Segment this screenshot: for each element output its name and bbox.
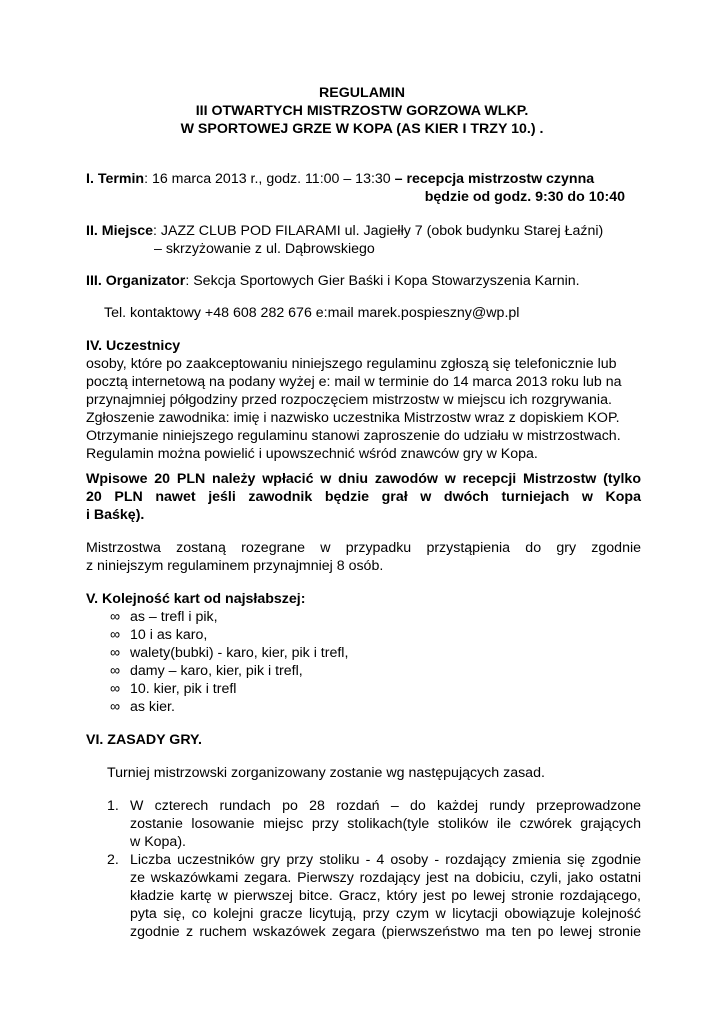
termin-label: I. Termin xyxy=(86,171,145,187)
uczestnicy-line: przynajmniej półgodziny przed rozpoczęciem mistrzostw w miejscu ich rozgrywania. xyxy=(86,392,612,408)
rule-number: 2. xyxy=(107,852,119,868)
miejsce-label: II. Miejsce xyxy=(86,223,154,239)
organizator-line xyxy=(86,272,580,290)
infinity-bullet-icon: ∞ xyxy=(109,609,121,625)
infinity-bullet-icon: ∞ xyxy=(109,699,121,715)
uczestnicy-line: osoby, które po zaakceptowaniu niniejszego regulaminu zgłoszą się telefonicznie lub xyxy=(86,356,617,372)
rule-line: zgodnie z ruchem wskazówek zegara (pierwszeństwo ma ten po lewej stronie xyxy=(130,924,641,940)
rule-line: ze wskazówkami zegara. Pierwszy rozdający jest na dobiciu, czyli, jako ostatni xyxy=(130,870,641,886)
title-line-1: REGULAMIN xyxy=(319,85,405,101)
rule-line: kładzie kartę w pierwszej bitce. Gracz, który jest po lewej stronie rozdającego, xyxy=(130,888,641,904)
uczestnicy-line: Zgłoszenie zawodnika: imię i nazwisko uczestnika Mistrzostw wraz z dopiskiem KOP. xyxy=(86,410,620,426)
infinity-bullet-icon: ∞ xyxy=(109,681,121,697)
card-order-item: as – trefl i pik, xyxy=(130,609,218,625)
organizator-text: : Sekcja Sportowych Gier Baśki i Kopa Stowarzyszenia Karnin. xyxy=(185,273,580,289)
miejsce-line xyxy=(86,222,603,240)
rule-line: zostanie losowanie miejsc przy stolikach(tyle stolików ile czwórek grających xyxy=(130,816,641,832)
rule-line: w Kopa). xyxy=(130,834,186,850)
mistrzostwa-line-2: z niniejszym regulaminem przynajmniej 8 osób. xyxy=(86,558,384,574)
rule-line: Liczba uczestników gry przy stoliku - 4 osoby - rozdający zmienia się zgodnie xyxy=(130,852,641,868)
termin-text: : 16 marca 2013 r., godz. 11:00 – 13:30 xyxy=(144,171,391,187)
card-order-item: damy – karo, kier, pik i trefl, xyxy=(130,663,303,679)
zasady-intro: Turniej mistrzowski zorganizowany zostanie wg następujących zasad. xyxy=(107,765,545,781)
infinity-bullet-icon: ∞ xyxy=(109,627,121,643)
zasady-heading: VI. ZASADY GRY. xyxy=(86,732,202,748)
card-order-item: 10 i as karo, xyxy=(130,627,208,643)
organizator-label: III. Organizator xyxy=(86,273,186,289)
termin-bold-1: – recepcja mistrzostw czynna xyxy=(390,171,595,187)
card-order-item: 10. kier, pik i trefl xyxy=(130,681,237,697)
wpisowe-line-2: 20 PLN nawet jeśli zawodnik będzie grał w dwóch turniejach w Kopa xyxy=(86,489,641,505)
uczestnicy-line: Regulamin można powielić i upowszechnić wśród znawców gry w Kopa. xyxy=(86,446,538,462)
title-line-3: W SPORTOWEJ GRZE W KOPA (AS KIER I TRZY 10.) . xyxy=(180,121,544,137)
kolejnosc-heading: V. Kolejność kart od najsłabszej: xyxy=(86,591,306,607)
uczestnicy-line: Otrzymanie niniejszego regulaminu stanowi zaproszenie do udziału w mistrzostwach. xyxy=(86,428,621,444)
rule-number: 1. xyxy=(107,798,119,814)
title-line-2: III OTWARTYCH MISTRZOSTW GORZOWA WLKP. xyxy=(195,103,529,119)
termin-bold-2: będzie od godz. 9:30 do 10:40 xyxy=(424,189,625,205)
infinity-bullet-icon: ∞ xyxy=(109,663,121,679)
miejsce-text-2: – skrzyżowanie z ul. Dąbrowskiego xyxy=(154,241,375,257)
uczestnicy-line: pocztą internetową na podany wyżej e: mail w terminie do 14 marca 2013 roku lub na xyxy=(86,374,622,390)
contact-line: Tel. kontaktowy +48 608 282 676 e:mail marek.pospieszny@wp.pl xyxy=(104,305,520,321)
wpisowe-line-1: Wpisowe 20 PLN należy wpłacić w dniu zawodów w recepcji Mistrzostw (tylko xyxy=(86,471,641,487)
miejsce-text-1: : JAZZ CLUB POD FILARAMI ul. Jagiełły 7 (obok budynku Starej Łaźni) xyxy=(153,223,604,239)
rule-line: W czterech rundach po 28 rozdań – do każdej rundy przeprowadzone xyxy=(130,798,641,814)
mistrzostwa-line-1: Mistrzostwa zostaną rozegrane w przypadku przystąpienia do gry zgodnie xyxy=(86,540,641,556)
infinity-bullet-icon: ∞ xyxy=(109,645,121,661)
uczestnicy-heading: IV. Uczestnicy xyxy=(86,338,181,354)
wpisowe-line-3: i Baśkę). xyxy=(86,507,145,523)
card-order-item: as kier. xyxy=(130,699,175,715)
card-order-item: walety(bubki) - karo, kier, pik i trefl, xyxy=(130,645,349,661)
termin-line xyxy=(86,170,594,188)
rule-line: pyta się, co kolejni gracze licytują, przy czym w licytacji obowiązuje kolejność xyxy=(130,906,641,922)
